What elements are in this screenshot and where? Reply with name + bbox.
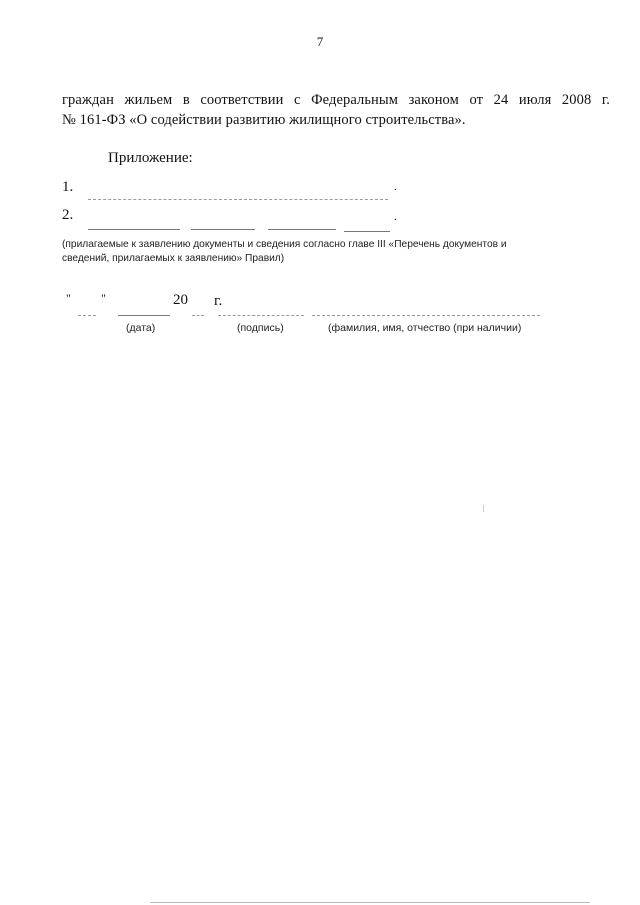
- caption-name: (фамилия, имя, отчество (при наличии): [328, 322, 522, 334]
- appendix-item-1-label: 1.: [62, 179, 74, 195]
- appendix-item-2-line-a: [88, 229, 180, 230]
- year-prefix: 20: [173, 292, 188, 308]
- month-line: [118, 315, 170, 316]
- caption-date: (дата): [126, 322, 156, 334]
- page-number: 7: [316, 34, 324, 49]
- appendix-item-1-suffix: .: [394, 181, 397, 193]
- appendix-item-2-line-b: [191, 229, 255, 230]
- caption-signature: (подпись): [237, 322, 284, 334]
- paragraph-line-2: № 161-ФЗ «О содействии развитию жилищного строительства».: [62, 112, 466, 128]
- paragraph-line-1: граждан жильем в соответствии с Федеральным законом от 24 июля 2008 г.: [62, 92, 610, 108]
- bottom-edge-line: [150, 902, 590, 903]
- appendix-item-2-suffix: .: [394, 211, 397, 223]
- scan-artifact: [483, 505, 484, 512]
- appendix-item-2-label: 2.: [62, 207, 74, 223]
- day-line: [78, 315, 96, 316]
- appendix-item-2-line-c: [268, 229, 336, 230]
- appendix-note: (прилагаемые к заявлению документы и сведения согласно главе III «Перечень документов и сведений, прилагаемых к заявлению» Правил): [62, 239, 507, 264]
- year-suffix: г.: [214, 293, 223, 309]
- appendix-heading: Приложение:: [108, 150, 193, 166]
- signature-line: [218, 315, 304, 316]
- appendix-item-2-line-d: [344, 231, 390, 232]
- name-line: [312, 315, 540, 316]
- date-open-quote: ": [66, 291, 71, 305]
- year-line: [192, 315, 204, 316]
- appendix-item-1-line: [88, 199, 388, 200]
- body-paragraph: [62, 90, 610, 130]
- date-close-quote: ": [101, 291, 106, 305]
